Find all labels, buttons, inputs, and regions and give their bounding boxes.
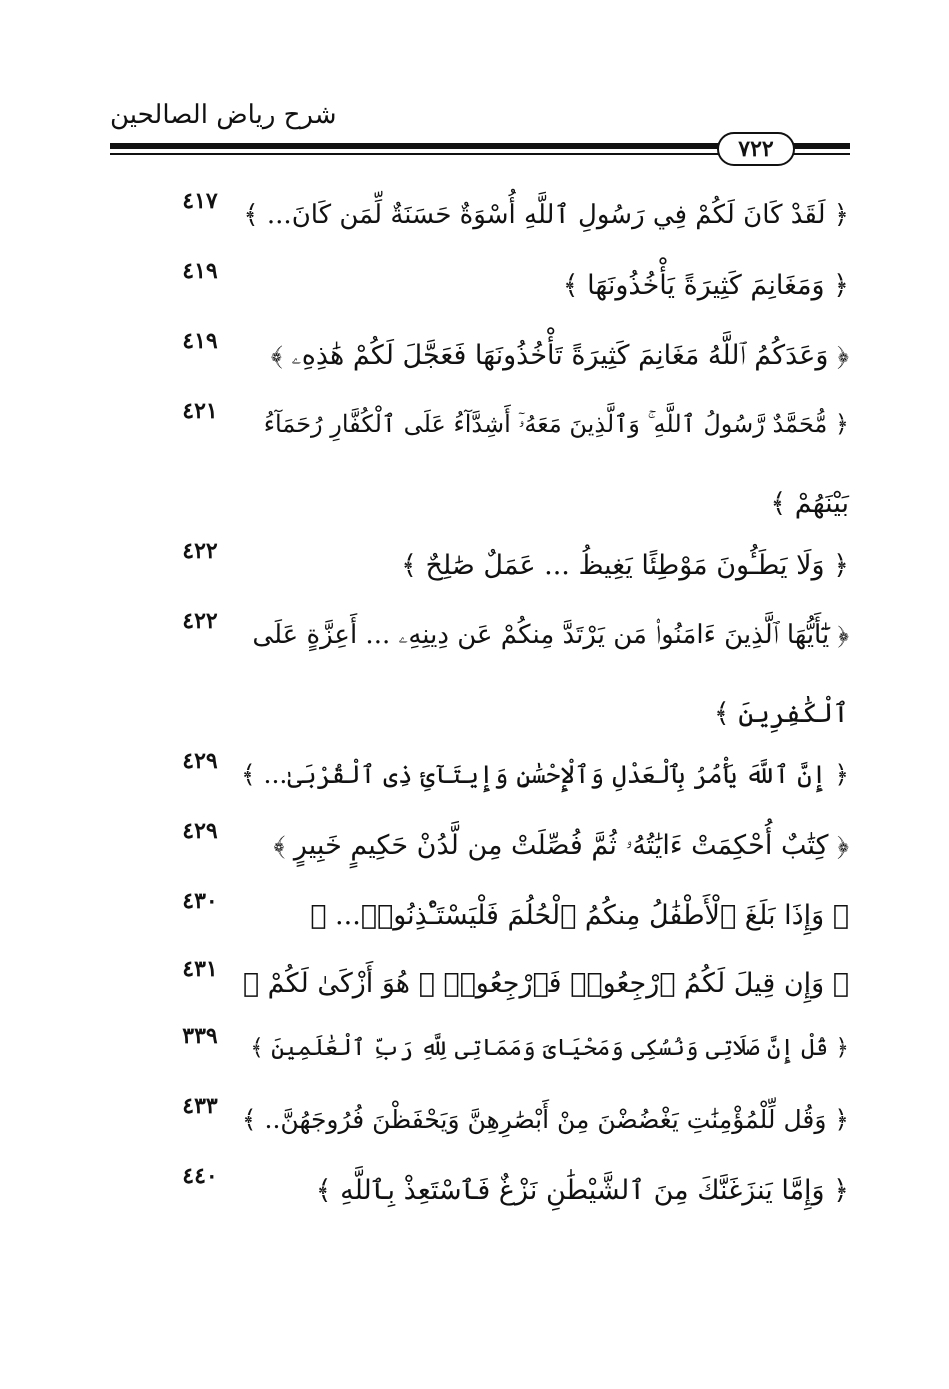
entry (130, 1163, 849, 1235)
verse-text: ﴿ وَعَدَكُمُ ٱللَّهُ مَغَانِمَ كَثِيرَةً تَأْخُذُونَهَا فَعَجَّلَ لَكُمْ هَٰذِهِۦ ﴾ (270, 340, 849, 371)
verse-text: ﴿ وَإِذَا بَلَغَ ٱلْأَطْفَٰلُ مِنكُمُ ٱلْحُلُمَ فَلْيَسْتَـْٔذِنُوا۟... ﴾ (310, 900, 849, 931)
verse-continuation: ٱلْكَٰفِرِينَ ﴾ (713, 698, 849, 729)
verse-continuation: بَيْنَهُمْ ﴾ (770, 488, 849, 519)
entry (130, 888, 849, 960)
entry (130, 818, 849, 890)
page-ref: ٤١٩ (182, 258, 218, 284)
page-ref: ٤١٧ (182, 188, 218, 214)
page-ref: ٤٢٩ (182, 818, 218, 844)
page-ref: ٤٢١ (182, 398, 218, 424)
page-ref: ٤٣١ (182, 956, 218, 982)
verse-text: ﴿ مُّحَمَّدٌ رَّسُولُ ٱللَّهِ ۚ وَٱلَّذِينَ مَعَهُۥٓ أَشِدَّآءُ عَلَى ٱلْكُفَّارِ رُحَمَآءُ (263, 410, 849, 438)
entry (130, 956, 849, 1028)
verse-text: ﴿ لَقَدْ كَانَ لَكُمْ فِي رَسُولِ ٱللَّهِ أُسْوَةٌ حَسَنَةٌ لِّمَن كَانَ... ﴾ (243, 200, 849, 230)
entry (130, 188, 849, 260)
entry (130, 608, 849, 729)
page-ref: ٤٣٣ (182, 1093, 218, 1119)
page-ref: ٤١٩ (182, 328, 218, 354)
page-ref: ٤٢٢ (182, 608, 218, 634)
header-title: شرح رياض الصالحين (110, 100, 337, 130)
page-ref: ٣٣٩ (182, 1023, 218, 1049)
entry (130, 1023, 849, 1095)
page-ref: ٤٣٠ (182, 888, 218, 914)
page-number: ٧٢٢ (717, 132, 795, 166)
entry (130, 748, 849, 820)
verse-text: ﴿ وَمَغَانِمَ كَثِيرَةً يَأْخُذُونَهَا ﴾ (562, 270, 849, 301)
verse-text: ﴿ يَٰٓأَيُّهَا ٱلَّذِينَ ءَامَنُوا۟ مَن يَرْتَدَّ مِنكُمْ عَن دِينِهِۦ ... أَعِزَّةٍ عَلَى (252, 620, 849, 650)
entry (130, 328, 849, 400)
verse-text: ﴿ وَإِمَّا يَنزَغَنَّكَ مِنَ ٱلشَّيْطَٰنِ نَزْغٌ فَٱسْتَعِذْ بِٱللَّهِ ﴾ (315, 1175, 849, 1206)
verse-text: ﴿ إِنَّ ٱللَّهَ يَأْمُرُ بِٱلْعَدْلِ وَٱلْإِحْسَٰنِ وَإِيتَآئِ ذِى ٱلْقُرْبَىٰ... ﴾ (240, 760, 849, 789)
entry (130, 398, 849, 519)
verse-text: ﴿ كِتَٰبٌ أُحْكِمَتْ ءَايَٰتُهُۥ ثُمَّ فُصِّلَتْ مِن لَّدُنْ حَكِيمٍ خَبِيرٍ ﴾ (273, 830, 849, 861)
page-ref: ٤٢٢ (182, 538, 218, 564)
verse-text: ﴿ وَلَا يَطَـُٔونَ مَوْطِئًا يَغِيظُ ... عَمَلٌ صَٰلِحٌ ﴾ (401, 550, 849, 581)
entry (130, 538, 849, 610)
page-ref: ٤٢٩ (182, 748, 218, 774)
verse-text: ﴿ قُلْ إِنَّ صَلَاتِى وَنُسُكِى وَمَحْيَاىَ وَمَمَاتِى لِلَّهِ رَبِّ ٱلْعَٰلَمِينَ ﴾ (250, 1035, 849, 1061)
verse-text: ﴿ وَإِن قِيلَ لَكُمُ ٱرْجِعُوا۟ فَٱرْجِعُوا۟ ۖ هُوَ أَزْكَىٰ لَكُمْ ﴾ (242, 968, 849, 999)
page-ref: ٤٤٠ (182, 1163, 218, 1189)
entry (130, 1093, 849, 1165)
verse-text: ﴿ وَقُل لِّلْمُؤْمِنَٰتِ يَغْضُضْنَ مِنْ أَبْصَٰرِهِنَّ وَيَحْفَظْنَ فُرُوجَهُنَّ.. ﴾ (241, 1105, 849, 1134)
entry (130, 258, 849, 330)
